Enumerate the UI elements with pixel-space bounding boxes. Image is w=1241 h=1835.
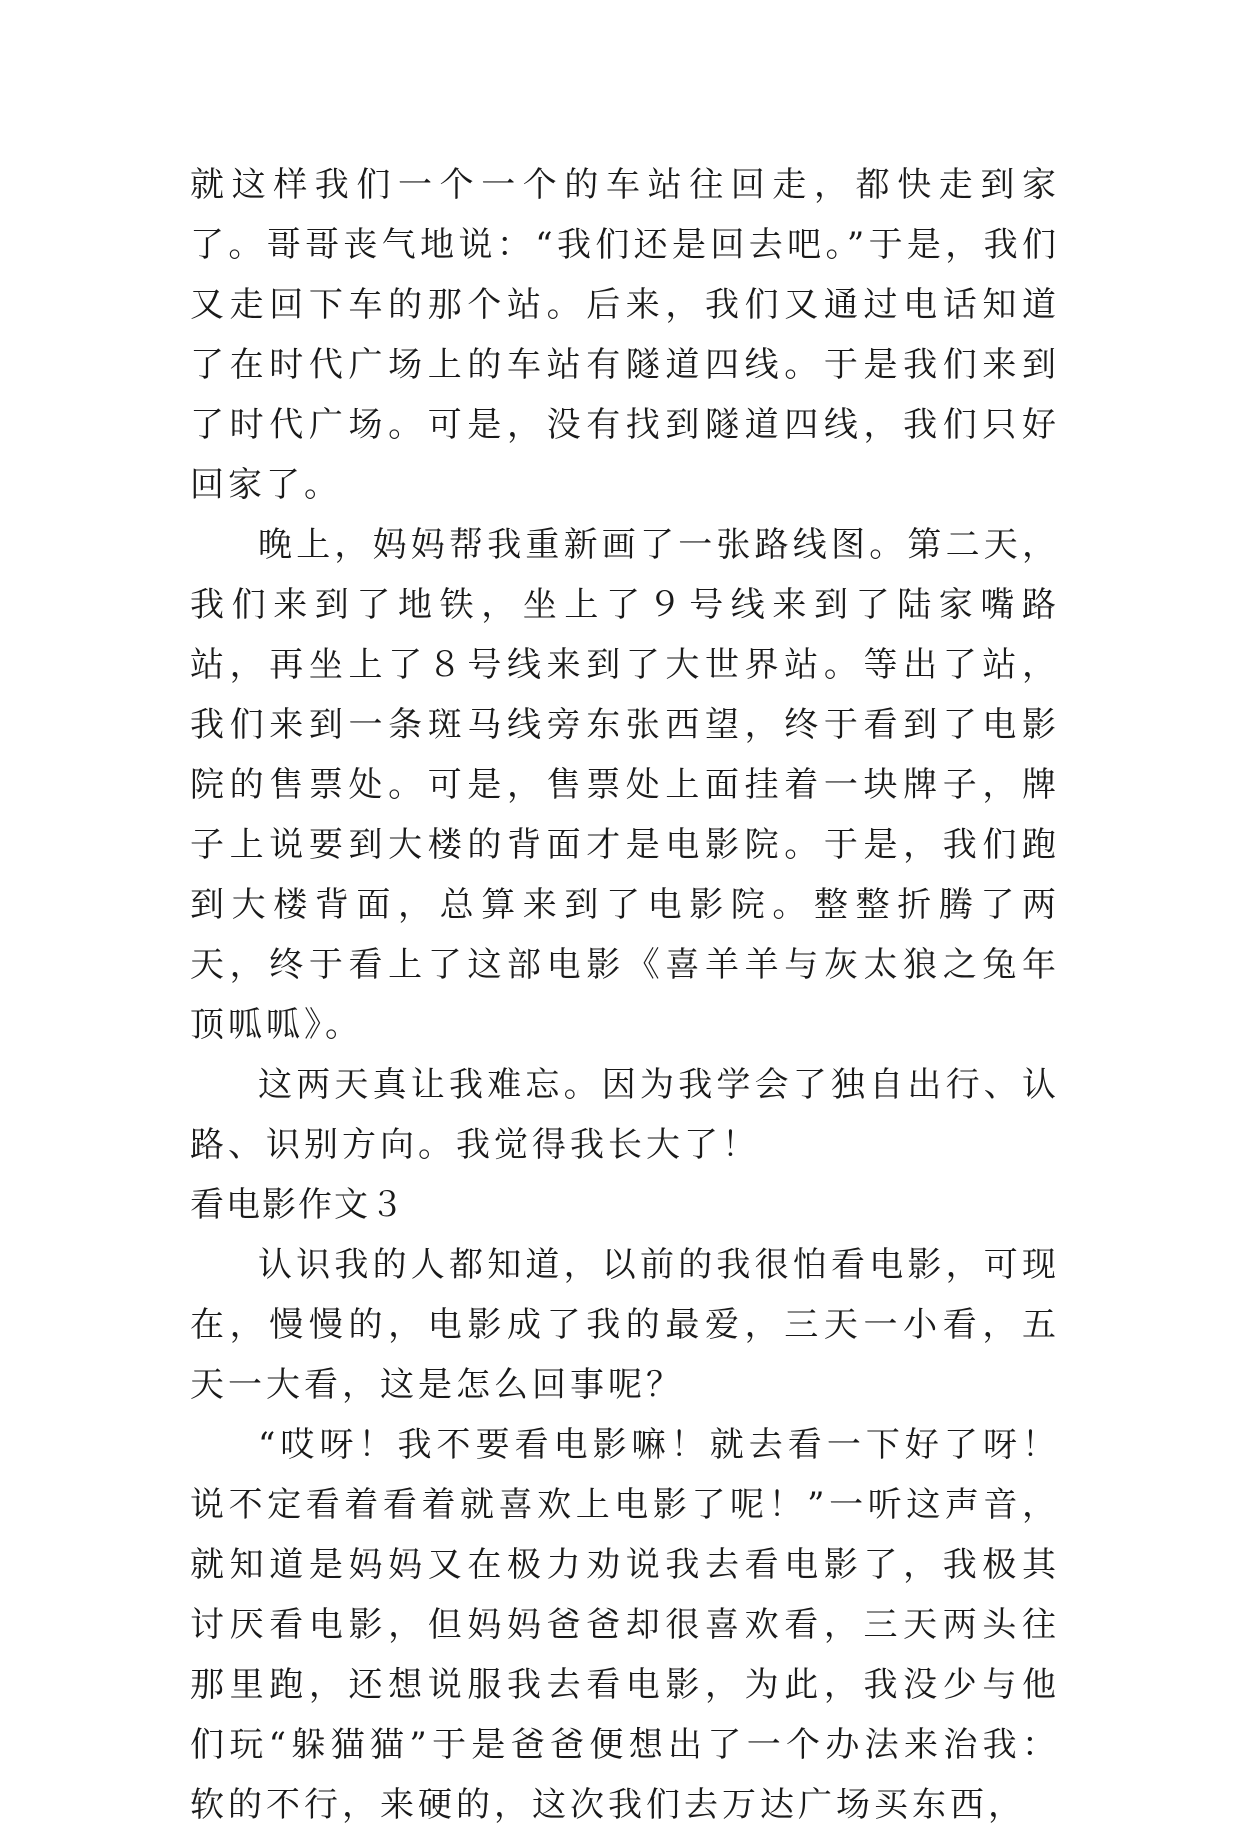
paragraph-second-day: 晚上，妈妈帮我重新画了一张路线图。第二天，我们来到了地铁，坐上了９号线来到了陆家嘴路站，再坐上了８号线来到了大世界站。等出了站，我们来到一条斑马线旁东张西望，终于看到了电影院的售票处。可是，售票处上面挂着一块牌子，牌子上说要到大楼的背面才是电影院。于是，我们跑到大楼背面，总算来到了电影院。整整折腾了两天，终于看上了这部电影《喜羊羊与灰太狼之兔年顶呱呱》。 <box>190 525 1060 1045</box>
document-page <box>190 155 1060 1835</box>
paragraph-return-home: 就这样我们一个一个的车站往回走，都快走到家了。哥哥丧气地说：“我们还是回去吧。”于是，我们又走回下车的那个站。后来，我们又通过电话知道了在时代广场上的车站有隧道四线。于是我们来到了时代广场。可是，没有找到隧道四线，我们只好回家了。 <box>190 165 1060 505</box>
paragraph-conclusion: 这两天真让我难忘。因为我学会了独自出行、认路、识别方向。我觉得我长大了！ <box>190 1065 1060 1165</box>
paragraph-dialogue: “哎呀！我不要看电影嘛！就去看一下好了呀！说不定看着看着就喜欢上电影了呢！”一听这声音，就知道是妈妈又在极力劝说我去看电影了，我极其讨厌看电影，但妈妈爸爸却很喜欢看，三天两头往那里跑，还想说服我去看电影，为此，我没少与他们玩“躲猫猫”于是爸爸便想出了一个办法来治我：软的不行，来硬的，这次我们去万达广场买东西， <box>190 1425 1060 1825</box>
paragraph-intro: 认识我的人都知道，以前的我很怕看电影，可现在，慢慢的，电影成了我的最爱，三天一小看，五天一大看，这是怎么回事呢？ <box>190 1245 1060 1405</box>
section-title: 看电影作文３ <box>190 1185 406 1225</box>
